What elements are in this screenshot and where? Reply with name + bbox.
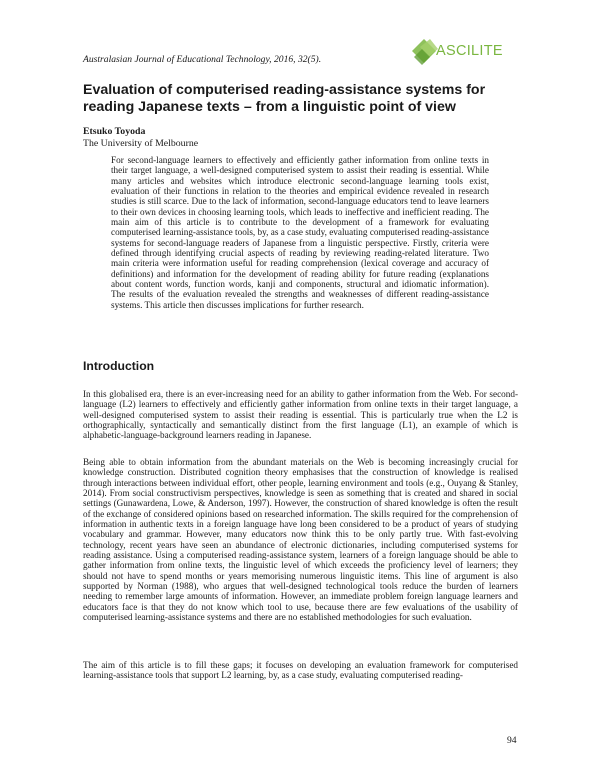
body-paragraph: The aim of this article is to fill these gaps; it focuses on developing an evaluation framework for computerised learning-assistance tools that support L2 learning, by, as a case study, evaluating computerised reading- [83, 660, 518, 681]
body-paragraph: Being able to obtain information from the abundant materials on the Web is becoming increasingly crucial for knowledge construction. Distributed cognition theory emphasises that the construction of knowledge is realised through interactions between individual effort, other people, learning environment and tools (e.g., Ouyang & Stanley, 2014). From social constructivism perspectives, knowledge is seen as something that is created and shared in social settings (Gunawardena, Lowe, & Anderson, 1997). However, the construction of shared knowledge is often the result of the exchange of considered opinions based on researched information. The skills required for the comprehension of information in authentic texts in a foreign language have long been considered to be a product of years of studying vocabulary and grammar. However, many educators now think this to be only partly true. With fast-evolving technology, recent years have seen an abundance of electronic dictionaries, including computerised systems for reading assistance. Using a computerised reading-assistance system, learners of a foreign language should be able to gather information from online texts, the linguistic level of which exceeds the proficiency level of learners; they should not have to spend months or years memorising numerous linguistic items. This line of argument is also supported by Norman (1988), who argues that well-designed technological tools reduce the burden of learners needing to remember large amounts of information. However, an immediate problem foreign language learners and educators face is that they do not know which tool to use, because there are few evaluations of the usability of computerised learning-assistance systems and there are no established methodologies for such evaluation. [83, 457, 518, 623]
page-number: 94 [507, 735, 517, 746]
logo-text: ASCILITE [436, 43, 503, 59]
paper-title: Evaluation of computerised reading-assistance systems for reading Japanese texts – from a linguistic point of view [83, 82, 486, 115]
journal-citation: Australasian Journal of Educational Technology, 2016, 32(5). [83, 54, 322, 65]
body-paragraph: In this globalised era, there is an ever-increasing need for an ability to gather information from the Web. For second-language (L2) learners to effectively and efficiently gather information from online texts in their target language, a well-designed computerised system to assist their reading is essential. This is particularly true when the L2 is orthographically, syntactically and semantically distinct from the first language (L1), an example of which is alphabetic-language-background learners reading in Japanese. [83, 389, 518, 441]
abstract: For second-language learners to effectively and efficiently gather information from online texts in their target language, a well-designed computerised system to assist their reading is essential. While many articles and websites which introduce electronic second-language learning tools exist, evaluation of their functions in relation to the theories and empirical evidence revealed in research studies is still scarce. Due to the lack of information, second-language educators tend to leave learners to their own devices in choosing learning tools, which leads to ineffective and inefficient reading. The main aim of this article is to contribute to the development of a framework for evaluating computerised learning-assistance tools, by, as a case study, evaluating computerised reading-assistance systems for second-language readers of Japanese from a linguistic perspective. Firstly, criteria were defined through identifying crucial aspects of reading by reviewing reading-related literature. Two main criteria were information useful for reading comprehension (lexical coverage and accuracy of definitions) and information for the development of reading ability for future reading (explanations about content words, function words, kanji and components, structural and idiomatic information). The results of the evaluation revealed the strengths and weaknesses of different reading-assistance systems. This article then discusses implications for further research. [111, 155, 489, 310]
author-affiliation: The University of Melbourne [83, 138, 199, 149]
author-name: Etsuko Toyoda [83, 126, 146, 137]
section-heading: Introduction [83, 359, 155, 373]
